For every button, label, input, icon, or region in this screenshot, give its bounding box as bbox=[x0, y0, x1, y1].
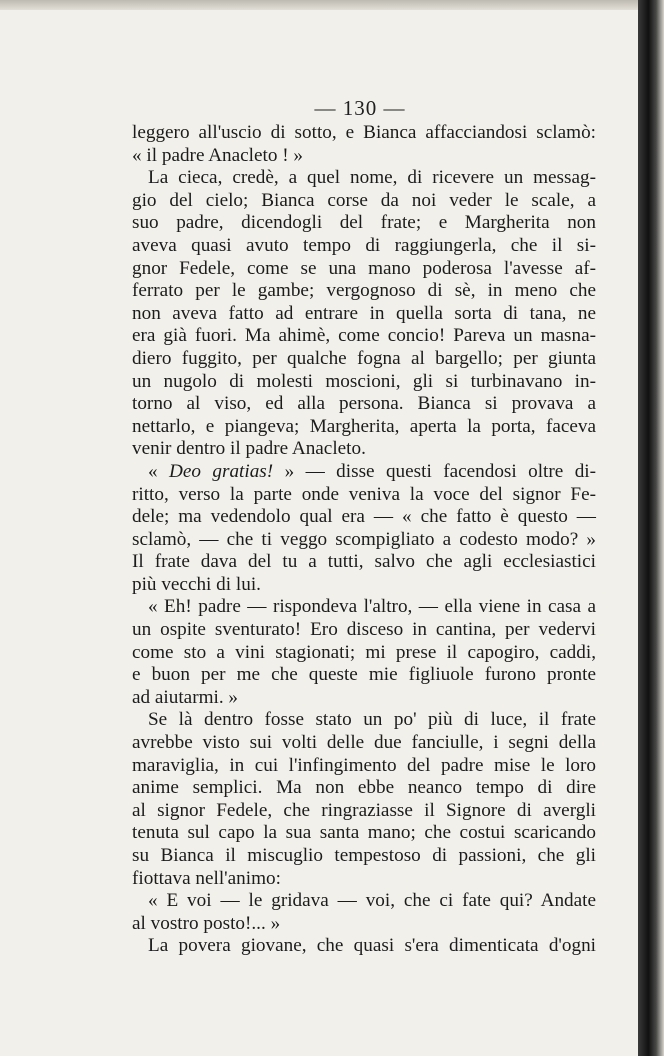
text-line: su Bianca il miscuglio tempestoso di passioni, che gli bbox=[132, 845, 596, 866]
text-line: Il frate dava del tu a tutti, salvo che agli ecclesiastici bbox=[132, 551, 596, 573]
text-line: anime semplici. Ma non ebbe neanco tempo di dire bbox=[132, 777, 596, 799]
text-line: maraviglia, in cui l'infingimento del padre mise le loro bbox=[132, 754, 596, 776]
text-line: avrebbe visto sui volti delle due fanciulle, i segni della bbox=[132, 732, 596, 754]
text-line: Se là dentro fosse stato un po' più di luce, il frate bbox=[148, 709, 596, 731]
text-line: come sto a vini stagionati; mi prese il capogiro, caddi, bbox=[132, 641, 596, 663]
text-line: al vostro posto!... » bbox=[132, 912, 281, 934]
text-line: dele; ma vedendolo qual era — « che fatto è questo — bbox=[132, 506, 596, 528]
text-line: al signor Fedele, che ringraziasse il Signore di avergli bbox=[132, 799, 596, 821]
text-line: ritto, verso la parte onde veniva la voce del signor Fe- bbox=[132, 483, 596, 505]
text-line: tenuta sul capo la sua santa mano; che costui scaricando bbox=[132, 822, 596, 844]
text-line: gio del cielo; Bianca corse da noi veder le scale, a bbox=[132, 189, 596, 211]
book-spine-edge bbox=[638, 0, 664, 1056]
text-line: torno al viso, ed alla persona. Bianca si provava a bbox=[132, 393, 596, 415]
text-line: venir dentro il padre Anacleto. bbox=[132, 438, 366, 460]
text-line: e buon per me che queste mie figliuole furono pronte bbox=[132, 664, 596, 686]
text-line: un nugolo di molesti moscioni, gli si turbinavano in- bbox=[132, 370, 596, 392]
text-line: « il padre Anacleto ! » bbox=[132, 144, 304, 166]
body-text bbox=[132, 122, 596, 958]
text-line: era già fuori. Ma ahimè, come concio! Pareva un masna- bbox=[132, 325, 596, 347]
text-segment: « bbox=[148, 460, 170, 482]
text-line: non aveva fatto ad entrare in quella sorta di tana, ne bbox=[132, 302, 596, 324]
text-line: ferrato per le gambe; vergognoso di sè, in meno che bbox=[132, 280, 596, 302]
text-line: La cieca, credè, a quel nome, di ricevere un messag- bbox=[148, 167, 596, 189]
text-line: sclamò, — che ti veggo scompigliato a codesto modo? » bbox=[132, 528, 596, 550]
page-top-edge bbox=[0, 0, 638, 10]
text-line: diero fuggito, per qualche fogna al bargello; per giunta bbox=[132, 347, 596, 369]
italic-latin-phrase: Deo gratias! bbox=[169, 460, 274, 482]
text-line: aveva quasi avuto tempo di raggiungerla, che il si- bbox=[132, 234, 596, 256]
text-line: gnor Fedele, come se una mano poderosa l'avesse af- bbox=[132, 257, 596, 279]
text-line bbox=[132, 461, 596, 484]
text-line: suo padre, dicendogli del frate; e Margherita non bbox=[132, 212, 596, 234]
text-segment: » — disse questi facendosi oltre di- bbox=[273, 460, 597, 482]
text-line: La povera giovane, che quasi s'era dimenticata d'ogni bbox=[148, 935, 596, 957]
page-number: — 130 — bbox=[314, 96, 406, 120]
text-line: leggero all'uscio di sotto, e Bianca affacciandosi sclamò: bbox=[132, 122, 596, 143]
text-line: un ospite sventurato! Ero disceso in cantina, per vedervi bbox=[132, 619, 596, 641]
text-line: fiottava nell'animo: bbox=[132, 867, 281, 889]
text-line: nettarlo, e piangeva; Margherita, aperta la porta, faceva bbox=[132, 415, 596, 437]
text-line: « E voi — le gridava — voi, che ci fate qui? Andate bbox=[148, 890, 596, 912]
text-line: più vecchi di lui. bbox=[132, 573, 261, 595]
text-line: « Eh! padre — rispondeva l'altro, — ella viene in casa a bbox=[148, 596, 596, 618]
text-line: ad aiutarmi. » bbox=[132, 686, 239, 708]
